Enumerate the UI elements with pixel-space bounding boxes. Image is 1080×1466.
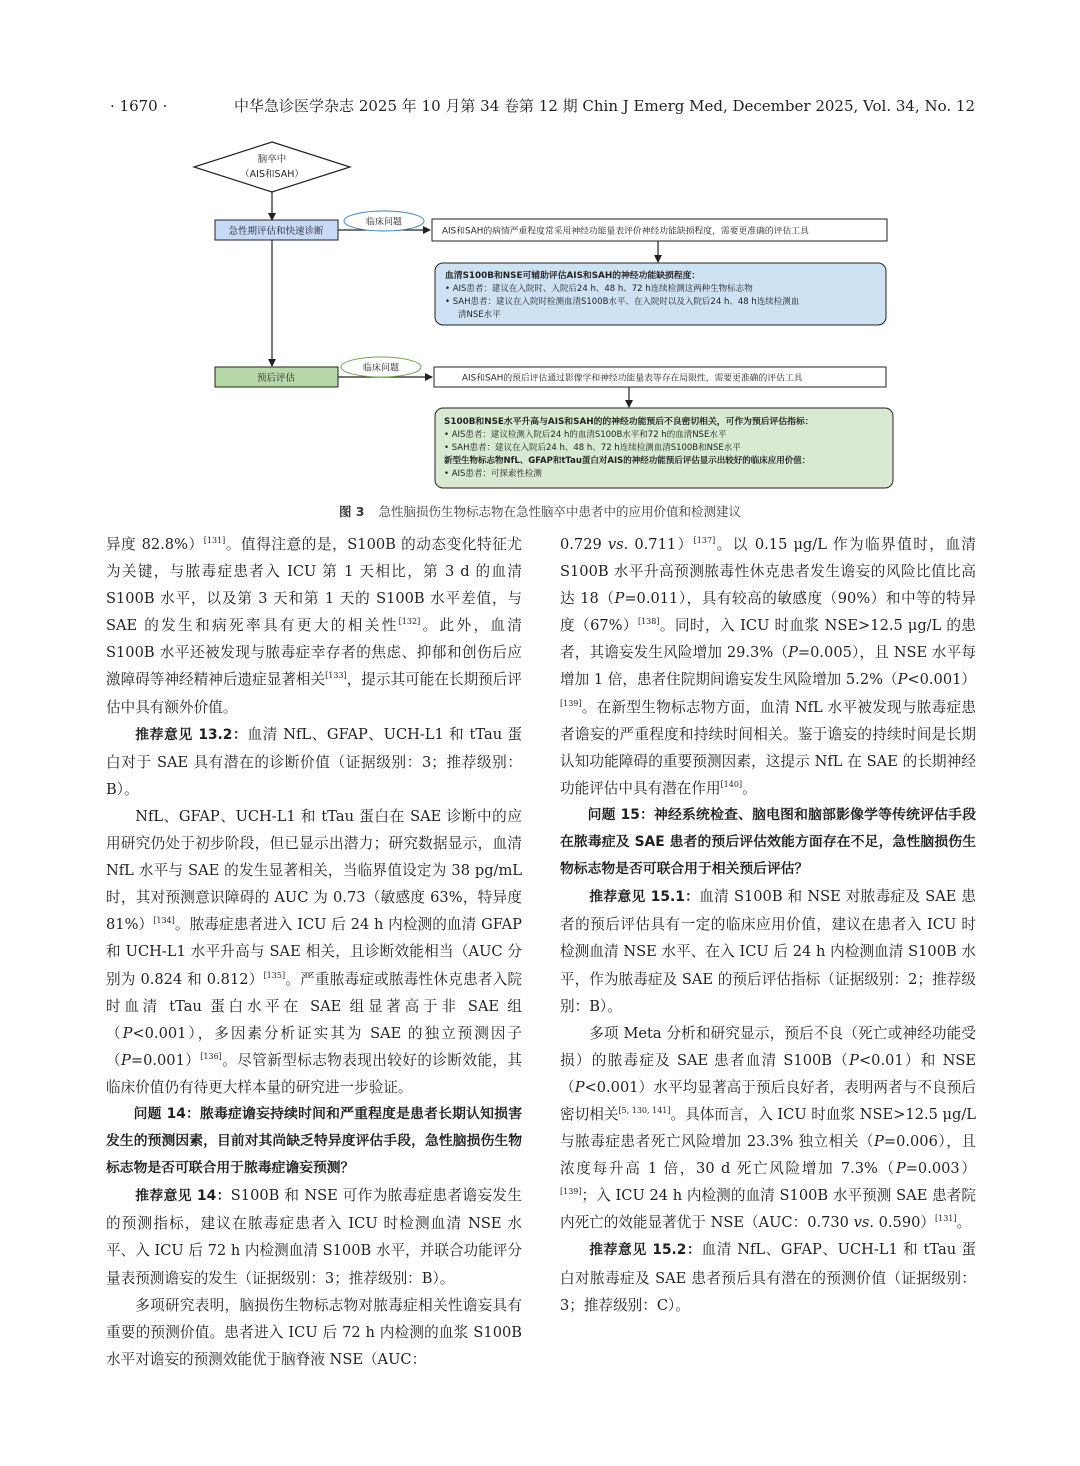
start-diamond (194, 142, 350, 192)
citation: [134] (153, 916, 175, 926)
green-box-item-3: • AIS患者：可探索性检测 (444, 469, 542, 479)
green-box-item-2: • SAH患者：建议在入院后24 h、48 h、72 h连续检测血清S100B和NSE水平 (444, 443, 741, 453)
start-label-line1: 脑卒中 (257, 154, 287, 165)
citation: [137] (693, 536, 716, 546)
recommendation-14: 推荐意见 14：S100B 和 NSE 可作为脓毒症患者谵妄发生的预测指标，建议在脓毒症患者入 ICU 时检测血清 NSE 水平、入 ICU 后 72 h 内检测血清 S100B 水平，并联合功能评分量表预测谵妄的发生（证据级别：3；推荐级别：B）。 (106, 1187, 522, 1287)
right-column (560, 531, 976, 1319)
figure-caption-label: 图 3 (338, 504, 365, 519)
recommendation-15-2: 推荐意见 15.2：血清 NfL、GFAP、UCH-L1 和 tTau 蛋白对脓毒症及 SAE 患者预后具有潜在的预测价值（证据级别：3；推荐级别：C）。 (560, 1241, 976, 1314)
issue-text-2: AIS和SAH的预后评估通过影像学和神经功能量表等存在局限性，需要更准确的评估工具 (462, 373, 803, 384)
flowchart-figure (0, 0, 1080, 500)
citation: [133] (325, 671, 347, 681)
right-paragraph-1: 0.729 vs. 0.711）[137]。以 0.15 μg/L 作为临界值时，血清 S100B 水平升高预测脓毒性休克患者发生谵妄的风险比值比高达 18（P=0.011），具有较高的敏感度（90%）和中等的特异度（67%）[138]。同时，入 ICU 时血浆 NSE>12.5 μg/L 的患者，其谵妄发生风险增加 29.3%（P=0.005），且 NSE 水平每增加 1 倍，患者住院期间谵妄发生风险增加 5.2%（P<0.001）[139]。在新型生物标志物方面，血清 NfL 水平被发现与脓毒症患者谵妄的严重程度和持续时间相关。鉴于谵妄的持续时间是长期认知功能障碍的重要预测因素，这提示 NfL 在 SAE 的长期神经功能评估中具有潜在作用[140]。 (560, 536, 977, 797)
green-box-title-2: 新型生物标志物NfL、GFAP和tTau蛋白对AIS的神经功能预后评估显示出较好的临床应用价值： (444, 456, 811, 466)
blue-box-item-1: • AIS患者：建议在入院时、入院后24 h、48 h、72 h连续检测这两种生物标志物 (445, 284, 753, 294)
page-number: · 1670 · (110, 97, 168, 115)
left-paragraph-1: 异度 82.8%）[131]。值得注意的是，S100B 的动态变化特征尤为关键，与脓毒症患者入 ICU 第 1 天相比，第 3 d 的血清 S100B 水平，以及第 3 天和第 1 天的 S100B 水平差值，与 SAE 的发生和病死率具有更大的相关性[132]。此外，血清 S100B 水平还被发现与脓毒症幸存者的焦虑、抑郁和创伤后应激障碍等神经精神后遗症显著相关[133]，提示其可能在长期预后评估中具有额外价值。 (106, 536, 522, 716)
citation: [139] (560, 1187, 582, 1197)
blue-box-item-2: • SAH患者：建议在入院时检测血清S100B水平、在入院时以及入院后24 h、48 h连续检测血 (445, 297, 800, 307)
left-column (106, 531, 522, 1373)
citation: [135] (263, 970, 286, 980)
step-acute-assessment-label: 急性期评估和快速诊断 (228, 226, 324, 237)
citation: [132] (398, 617, 421, 627)
citation: [131] (935, 1214, 957, 1224)
green-box-item-1: • AIS患者：建议检测入院后24 h的血清S100B水平和72 h的血清NSE水平 (444, 430, 727, 440)
blue-box-title: 血清S100B和NSE可辅助评估AIS和SAH的神经功能缺损程度： (445, 271, 701, 281)
blue-box-item-2-cont: 清NSE水平 (458, 310, 501, 320)
citation: [140] (720, 779, 743, 789)
recommendation-13-2: 推荐意见 13.2：血清 NfL、GFAP、UCH-L1 和 tTau 蛋白对于 SAE 具有潜在的诊断价值（证据级别：3；推荐级别：B）。 (106, 725, 522, 798)
step-prognosis-label: 预后评估 (256, 373, 296, 384)
question-14: 问题 14：脓毒症谵妄持续时间和严重程度是患者长期认知损害发生的预测因素，目前对其尚缺乏特异度评估手段，急性脑损伤生物标志物是否可联合用于脓毒症谵妄预测？ (106, 1105, 522, 1177)
recommendation-15-1: 推荐意见 15.1：血清 S100B 和 NSE 对脓毒症及 SAE 患者的预后评估具有一定的临床应用价值，建议在患者入 ICU 时检测血清 NSE 水平、在入 ICU 后 24 h 内检测血清 S100B 水平，作为脓毒症及 SAE 的预后评估指标（证据级别：2；推荐级别：B）。 (560, 888, 976, 1015)
clinical-issue-label-2: 临床问题 (362, 363, 400, 374)
start-label-line2: （AIS和SAH） (240, 169, 304, 180)
question-15: 问题 15：神经系统检查、脑电图和脑部影像学等传统评估手段在脓毒症及 SAE 患者的预后评估效能方面存在不足，急性脑损伤生物标志物是否可联合用于相关预后评估？ (560, 806, 976, 878)
figure-caption (0, 502, 1080, 520)
right-paragraph-2: 多项 Meta 分析和研究显示，预后不良（死亡或神经功能受损）的脓毒症及 SAE 患者血清 S100B（P<0.01）和 NSE（P<0.001）水平均显著高于预后良好者，表明两者与不良预后密切相关[5, 130, 141]。具体而言，入 ICU 时血浆 NSE>12.5 μg/L 与脓毒症患者死亡风险增加 23.3% 独立相关（P=0.006），且浓度每升高 1 倍，30 d 死亡风险增加 7.3%（P=0.003）[139]；入 ICU 24 h 内检测的血清 S100B 水平预测 SAE 患者院内死亡的效能显著优于 NSE（AUC：0.730 vs. 0.590）[131]。 (560, 1024, 976, 1232)
citation: [136] (200, 1051, 222, 1061)
journal-header: 中华急诊医学杂志 2025 年 10 月第 34 卷第 12 期 Chin J Emerg Med, December 2025, Vol. 34, No. 12 (234, 97, 975, 115)
clinical-issue-label-1: 临床问题 (365, 217, 403, 228)
issue-text-1: AIS和SAH的病情严重程度常采用神经功能量表评价神经功能缺损程度，需要更准确的评估工具 (442, 226, 809, 237)
figure-caption-text: 急性脑损伤生物标志物在急性脑卒中患者中的应用价值和检测建议 (378, 504, 742, 519)
green-box-title: S100B和NSE水平升高与AIS和SAH的的神经功能预后不良密切相关，可作为预后评估指标： (444, 417, 814, 427)
left-paragraph-2: NfL、GFAP、UCH-L1 和 tTau 蛋白在 SAE 诊断中的应用研究仍处于初步阶段，但已显示出潜力；研究数据显示，血清 NfL 水平与 SAE 的发生显著相关，当临界值设定为 38 pg/mL 时，其对预测意识障碍的 AUC 为 0.73（敏感度 63%，特异度 81%）[134]。脓毒症患者进入 ICU 后 24 h 内检测的血清 GFAP 和 UCH-L1 水平升高与 SAE 相关，且诊断效能相当（AUC 分别为 0.824 和 0.812）[135]。严重脓毒症或脓毒性休克患者入院时血清 tTau 蛋白水平在 SAE 组显著高于非 SAE 组（P<0.001），多因素分析证实其为 SAE 的独立预测因子（P=0.001）[136]。尽管新型标志物表现出较好的诊断效能，其临床价值仍有待更大样本量的研究进一步验证。 (106, 807, 522, 1096)
citation: [138] (637, 617, 660, 627)
citation: [5, 130, 141] (618, 1106, 671, 1116)
citation: [131] (203, 536, 226, 546)
left-paragraph-3: 多项研究表明，脑损伤生物标志物对脓毒症相关性谵妄具有重要的预测价值。患者进入 ICU 后 72 h 内检测的血浆 S100B 水平对谵妄的预测效能优于脑脊液 NSE（AUC： (106, 1296, 522, 1368)
citation: [139] (560, 698, 582, 708)
